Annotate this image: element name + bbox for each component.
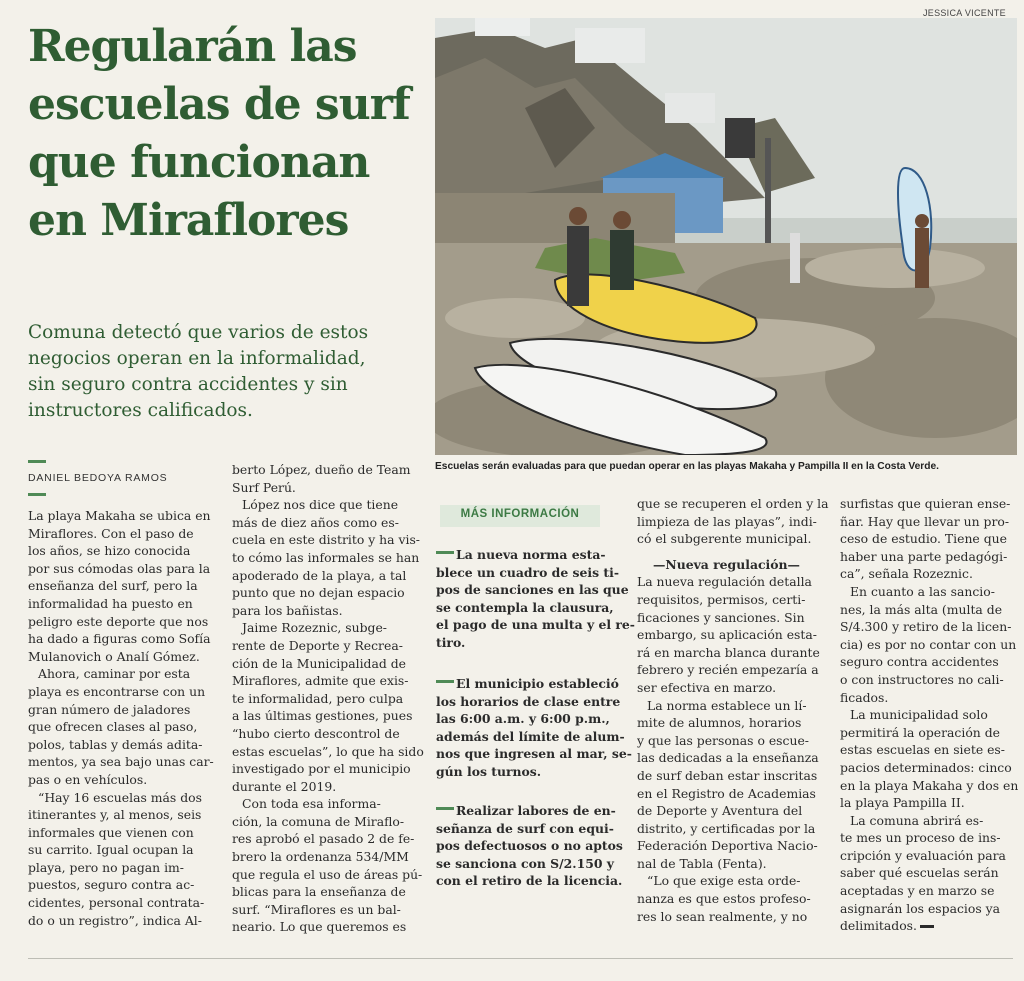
text-line: El municipio estableció bbox=[456, 676, 619, 691]
text-line: puestos, seguro contra ac- bbox=[28, 877, 195, 893]
text-line: La comuna abrirá es- bbox=[850, 812, 984, 828]
byline-rule bbox=[28, 460, 46, 463]
text-line: que ofrecen clases al paso, bbox=[28, 719, 198, 735]
text-line: La municipalidad solo bbox=[850, 707, 988, 723]
text-line: te mes un proceso de ins- bbox=[840, 830, 1001, 846]
text-line: ceso de estudio. Tiene que bbox=[840, 531, 1007, 547]
info-item-1 bbox=[436, 546, 635, 652]
article-column-2 bbox=[232, 461, 424, 936]
text-line: por sus cómodas olas para la bbox=[28, 560, 211, 576]
text-line: te informalidad, pero culpa bbox=[232, 690, 404, 706]
text-line: mentos, ya sea bajo unas car- bbox=[28, 754, 214, 770]
text-line: có el subgerente municipal. bbox=[637, 531, 812, 547]
text-line: “Lo que exige esta orde- bbox=[647, 873, 801, 889]
text-line: su carrito. Igual ocupan la bbox=[28, 842, 194, 858]
text-line: cia) es por no contar con un bbox=[840, 636, 1017, 652]
text-line: la playa Pampilla II. bbox=[840, 795, 965, 811]
beach-photo bbox=[435, 18, 1017, 455]
text-line: informales que vienen con bbox=[28, 824, 194, 840]
text-line: playa es encontrarse con un bbox=[28, 683, 206, 699]
photo-credit: JESSICA VICENTE bbox=[922, 8, 1006, 18]
text-line: además del límite de alum- bbox=[436, 728, 625, 744]
text-line: cuela en este distrito y ha vis- bbox=[232, 532, 420, 548]
text-line: informalidad ha puesto en bbox=[28, 595, 193, 611]
text-line: embargo, su aplicación esta- bbox=[637, 627, 817, 643]
text-line: cripción y evaluación para bbox=[840, 847, 1006, 863]
text-line: ñar. Hay que llevar un pro- bbox=[840, 513, 1010, 529]
spacer bbox=[637, 548, 829, 556]
text-line: en el Registro de Academias bbox=[637, 785, 816, 801]
info-box-title: MÁS INFORMACIÓN bbox=[460, 508, 580, 520]
text-line: itinerantes y, al menos, seis bbox=[28, 807, 202, 823]
text-line: blicas para la enseñanza de bbox=[232, 884, 406, 900]
text-line: seguro contra accidentes bbox=[840, 654, 999, 670]
text-line: saber qué escuelas serán bbox=[840, 865, 999, 881]
text-line: investigado por el municipio bbox=[232, 761, 411, 777]
text-line: requisitos, permisos, certi- bbox=[637, 591, 806, 607]
text-line: res aprobó el pasado 2 de fe- bbox=[232, 831, 415, 847]
text-line: de surf deban estar inscritas bbox=[637, 767, 818, 783]
text-line: en la playa Makaha y dos en bbox=[840, 777, 1019, 793]
text-line: Ahora, caminar por esta bbox=[38, 666, 191, 682]
dek-line: instructores calificados. bbox=[28, 400, 253, 421]
text-line: gran número de jaladores bbox=[28, 701, 191, 717]
text-line: los años, se hizo conocida bbox=[28, 543, 191, 559]
page-bottom-rule bbox=[28, 958, 1013, 959]
text-line: enseñanza del surf, pero la bbox=[28, 578, 198, 594]
text-line: La norma establece un lí- bbox=[647, 697, 807, 713]
text-line: y que las personas o escue- bbox=[637, 732, 809, 748]
text-line: a las últimas gestiones, pues bbox=[232, 708, 413, 724]
text-line: de Deporte y Aventura del bbox=[637, 803, 803, 819]
text-line: neario. Lo que queremos es bbox=[232, 919, 407, 935]
section-subhead: —Nueva regulación— bbox=[653, 556, 800, 572]
text-line: ficados. bbox=[840, 689, 889, 705]
text-line: ción, la comuna de Miraflo- bbox=[232, 813, 405, 829]
text-line: haber una parte pedagógi- bbox=[840, 548, 1008, 564]
text-line: estas escuelas”, lo que ha sido bbox=[232, 743, 424, 759]
headline-line: que funcionan bbox=[28, 137, 370, 188]
text-line: to cómo las informales se han bbox=[232, 549, 420, 565]
info-item-2 bbox=[436, 675, 632, 781]
text-line: blece un cuadro de seis ti- bbox=[436, 564, 619, 580]
text-line: señanza de surf con equi- bbox=[436, 820, 614, 836]
text-line: para los bañistas. bbox=[232, 602, 343, 618]
text-line: cidentes, personal contrata- bbox=[28, 895, 205, 911]
text-line: rá en marcha blanca durante bbox=[637, 644, 820, 660]
text-line: S/4.300 y retiro de la licen- bbox=[840, 619, 1012, 635]
byline-rule-bottom bbox=[28, 493, 46, 496]
text-line: Miraflores, admite que exis- bbox=[232, 673, 409, 689]
text-line: punto que no dejan espacio bbox=[232, 585, 405, 601]
dek-line: negocios operan en la informalidad, bbox=[28, 348, 366, 369]
text-line: ha dado a figuras como Sofía bbox=[28, 631, 211, 647]
text-line: se sanciona con S/2.150 y bbox=[436, 855, 614, 871]
text-line: febrero y recién empezaría a bbox=[637, 662, 819, 678]
dek-line: sin seguro contra accidentes y sin bbox=[28, 374, 348, 395]
text-line: apoderado de la playa, a tal bbox=[232, 567, 407, 583]
text-line: durante el 2019. bbox=[232, 778, 337, 794]
text-line: La nueva regulación detalla bbox=[637, 574, 812, 590]
text-line: La nueva norma esta- bbox=[456, 547, 606, 562]
photo-caption: Escuelas serán evaluadas para que puedan operar en las playas Makaha y Pampilla II en la Costa Verde. bbox=[435, 461, 939, 472]
text-line: berto López, dueño de Team bbox=[232, 462, 411, 477]
text-line: “Hay 16 escuelas más dos bbox=[38, 789, 202, 805]
text-line: pos defectuosos o no aptos bbox=[436, 838, 623, 854]
beach-photo-illustration bbox=[435, 18, 1017, 455]
text-line: pacios determinados: cinco bbox=[840, 759, 1012, 775]
text-line: nes, la más alta (multa de bbox=[840, 601, 1003, 617]
text-line: gún los turnos. bbox=[436, 763, 542, 779]
text-line: mite de alumnos, horarios bbox=[637, 715, 802, 731]
text-line: ca”, señala Rozeznic. bbox=[840, 566, 973, 582]
text-line: con el retiro de la licencia. bbox=[436, 873, 623, 889]
headline-line: en Miraflores bbox=[28, 195, 349, 246]
text-line: tiro. bbox=[436, 634, 466, 650]
text-line: ción de la Municipalidad de bbox=[232, 655, 406, 671]
text-line: Miraflores. Con el paso de bbox=[28, 525, 194, 541]
headline-line: Regularán las bbox=[28, 21, 357, 72]
text-line: que se recuperen el orden y la bbox=[637, 496, 829, 511]
text-line: las dedicadas a la enseñanza bbox=[637, 750, 819, 766]
article-column-5 bbox=[840, 495, 1020, 935]
text-line: do o un registro”, indica Al- bbox=[28, 912, 202, 928]
info-item-3 bbox=[436, 802, 626, 890]
text-line: nos que ingresen al mar, se- bbox=[436, 746, 632, 762]
text-line: ser efectiva en marzo. bbox=[637, 679, 777, 695]
text-line: que regula el uso de áreas pú- bbox=[232, 866, 423, 882]
text-line: res lo sean realmente, y no bbox=[637, 908, 808, 924]
text-line: delimitados. bbox=[840, 918, 917, 934]
text-line: el pago de una multa y el re- bbox=[436, 617, 635, 633]
text-line: En cuanto a las sancio- bbox=[850, 583, 995, 599]
text-line: López nos dice que tiene bbox=[242, 497, 399, 513]
headline bbox=[28, 18, 423, 250]
byline: DANIEL BEDOYA RAMOS bbox=[28, 472, 168, 484]
dek-line: Comuna detectó que varios de estos bbox=[28, 322, 369, 343]
text-line: o con instructores no cali- bbox=[840, 671, 1004, 687]
text-line: rente de Deporte y Recrea- bbox=[232, 637, 403, 653]
text-line: permitirá la operación de bbox=[840, 724, 1000, 740]
text-line: distrito, y certificadas por la bbox=[637, 820, 816, 836]
text-line: Surf Perú. bbox=[232, 479, 296, 495]
text-line: “hubo cierto descontrol de bbox=[232, 725, 400, 741]
text-line: surfistas que quieran ense- bbox=[840, 496, 1011, 511]
text-line: Mulanovich o Analí Gómez. bbox=[28, 648, 200, 664]
text-line: Realizar labores de en- bbox=[456, 803, 616, 818]
text-line: aceptadas y en marzo se bbox=[840, 883, 995, 899]
text-line: pas o en vehículos. bbox=[28, 771, 148, 787]
text-line: estas escuelas en siete es- bbox=[840, 742, 1005, 758]
text-line: surf. “Miraflores es un bal- bbox=[232, 901, 401, 917]
article-column-4 bbox=[637, 495, 829, 925]
subheadline bbox=[28, 320, 428, 424]
text-line: limpieza de las playas”, indi- bbox=[637, 513, 817, 529]
text-line: ficaciones y sanciones. Sin bbox=[637, 609, 805, 625]
text-line: Federación Deportiva Nacio- bbox=[637, 838, 818, 854]
text-line: playa, pero no pagan im- bbox=[28, 859, 184, 875]
text-line: peligro este deporte que nos bbox=[28, 613, 209, 629]
text-line: se contempla la clausura, bbox=[436, 599, 614, 615]
text-line: asignarán los espacios ya bbox=[840, 900, 1001, 916]
text-line: polos, tablas y demás adita- bbox=[28, 736, 203, 752]
end-of-article-mark bbox=[920, 925, 934, 928]
text-line: nanza es que estos profeso- bbox=[637, 891, 811, 907]
text-line: nal de Tabla (Fenta). bbox=[637, 855, 767, 871]
headline-line: escuelas de surf bbox=[28, 79, 410, 130]
text-line: las 6:00 a.m. y 6:00 p.m., bbox=[436, 711, 610, 727]
text-line: Jaime Rozeznic, subge- bbox=[242, 620, 387, 636]
text-line: más de diez años como es- bbox=[232, 514, 399, 530]
text-line: los horarios de clase entre bbox=[436, 693, 621, 709]
text-line: pos de sanciones en las que bbox=[436, 582, 629, 598]
text-line: Con toda esa informa- bbox=[242, 796, 381, 812]
text-line: La playa Makaha se ubica en bbox=[28, 508, 211, 523]
article-column-1 bbox=[28, 507, 218, 929]
text-line: brero la ordenanza 534/MM bbox=[232, 849, 409, 865]
